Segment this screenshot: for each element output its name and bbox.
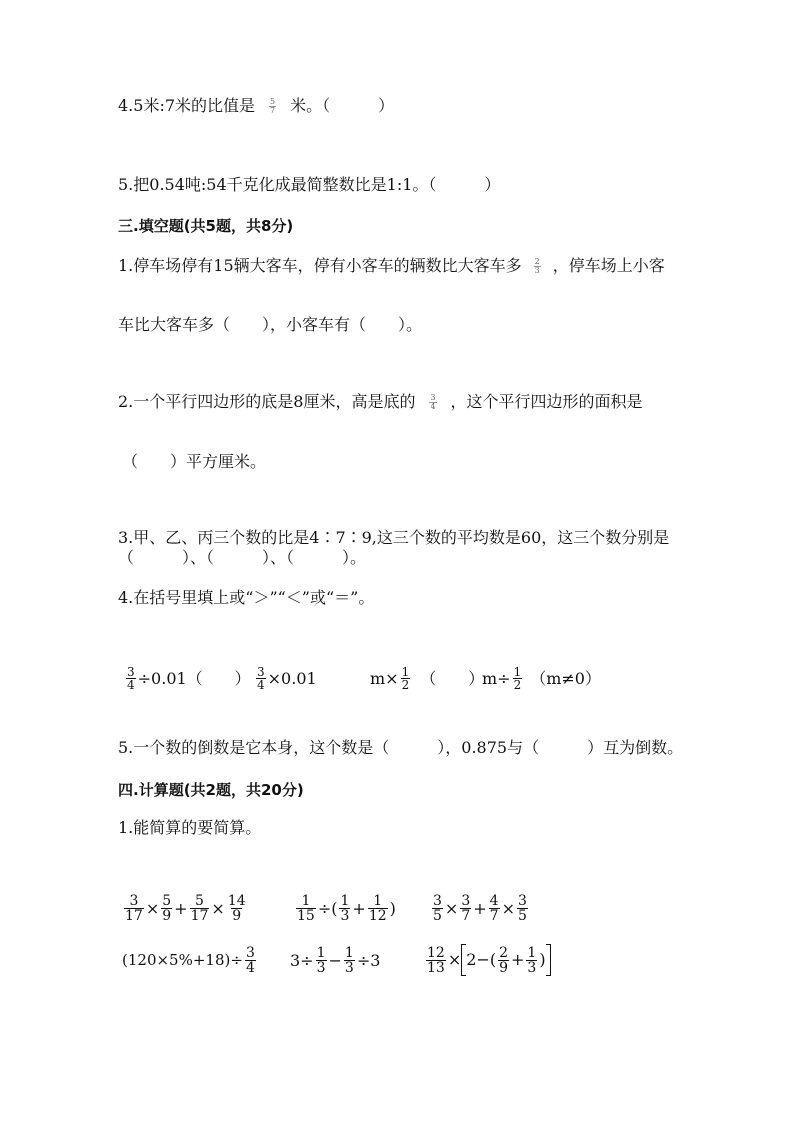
expression-1 [122,894,249,923]
e3-op-3: × [501,898,515,918]
e1-frac-4: $\frac{14}{9}$ [227,893,246,924]
expression-6 [424,944,551,976]
fill-question-3-line2: （ ）、（ ）、（ ）。 [118,548,367,567]
f1-suffix: ，停车场上小客 [552,256,665,275]
b-text: ×0.01 [267,668,317,688]
e3-frac-3: $\frac{4}{7}$ [489,893,499,924]
expression-4 [122,946,258,975]
e2-close: ) [389,898,396,918]
e6-op-1: × [447,950,462,969]
e3-op-2: + [473,898,487,918]
q4-prefix: 4.5米:7米的比值是 [118,96,256,115]
e5-pre: 3÷ [290,950,314,970]
f2-suffix: ，这个平行四边形的面积是 [450,392,643,411]
e3-frac-4: $\frac{3}{5}$ [517,893,527,924]
e3-op-1: × [444,898,459,918]
calc-question-1: 1.能简算的要简算。 [118,818,262,837]
e2-frac-2: $\frac{1}{3}$ [340,893,350,924]
expression-2 [294,894,396,923]
b-fraction: $\frac{3}{4}$ [257,665,265,692]
f1-fraction: $\frac{2}{3}$ [534,257,540,275]
e5-op: − [328,950,342,970]
a-fraction: $\frac{3}{4}$ [127,665,135,692]
f1-prefix: 1.停车场停有15辆大客车，停有小客车的辆数比大客车多 [118,256,522,275]
compare-item-a [124,666,251,691]
e4-pre: (120×5%+18)÷ [122,951,243,969]
e1-op-2: + [174,898,188,918]
a-text: ÷0.01（ ） [137,668,251,688]
e6-close: ) [539,950,546,969]
fill-question-2 [118,392,643,412]
fill-question-1 [118,256,665,276]
q4-fraction: $\frac{5}{7}$ [270,97,276,115]
e2-op-2: + [352,898,366,918]
e1-op-3: × [211,898,225,918]
fill-question-5: 5.一个数的倒数是它本身，这个数是（ ），0.875与（ ）互为倒数。 [118,738,684,757]
e5-frac-1: $\frac{1}{3}$ [316,945,326,976]
e5-post: ÷3 [356,950,381,970]
expression-5 [290,946,380,975]
expression-3 [430,894,530,923]
e1-frac-2: $\frac{5}{9}$ [162,893,172,924]
q4-suffix: 米。（ ） [290,96,395,115]
judge-question-5: 5.把0.54吨:54千克化成最简整数比是1:1。（ ） [118,175,501,194]
d-fraction: $\frac{1}{2}$ [513,665,522,692]
f2-prefix: 2.一个平行四边形的底是8厘米，高是底的 [118,392,416,411]
e1-frac-1: $\frac{3}{17}$ [125,893,143,924]
c-pre: m× [370,668,399,688]
fill-question-4: 4.在括号里填上或“＞”“＜”或“＝”。 [118,588,375,607]
e6-frac-2: $\frac{2}{9}$ [499,944,508,976]
d-post: （m≠0） [530,668,601,688]
e2-op-1: ÷( [317,898,338,918]
e4-frac: $\frac{3}{4}$ [245,945,255,976]
section-3-title: 三.填空题(共5题，共8分) [118,217,294,235]
e6-op-2: + [510,950,525,969]
e5-frac-2: $\frac{1}{3}$ [344,945,354,976]
compare-item-c [370,666,484,691]
e6-frac-1: $\frac{12}{13}$ [427,944,445,976]
e2-frac-1: $\frac{1}{15}$ [297,893,315,924]
f2-fraction: $\frac{3}{4}$ [430,393,436,411]
d-pre: m÷ [482,668,511,688]
e3-frac-2: $\frac{3}{7}$ [461,893,471,924]
e1-frac-3: $\frac{5}{17}$ [190,893,209,924]
compare-item-d [482,666,601,691]
fill-question-1-line2: 车比大客车多（ ），小客车有（ ）。 [118,315,423,334]
compare-item-b [254,666,317,691]
section-4-title: 四.计算题(共2题，共20分) [118,781,304,799]
c-fraction: $\frac{1}{2}$ [401,665,410,692]
e6-frac-3: $\frac{1}{3}$ [527,944,537,976]
e3-frac-1: $\frac{3}{5}$ [433,893,442,924]
fill-question-3: 3.甲、乙、丙三个数的比是4∶7∶9,这三个数的平均数是60，这三个数分别是 [118,528,670,547]
e2-frac-3: $\frac{1}{12}$ [368,893,387,924]
e1-op-1: × [145,898,160,918]
c-mid: （ ） [420,668,485,688]
fill-question-2-line2: （ ）平方厘米。 [122,452,267,471]
judge-question-4 [118,96,394,116]
right-square-bracket [546,944,551,976]
e6-inner: 2−( [466,950,497,969]
